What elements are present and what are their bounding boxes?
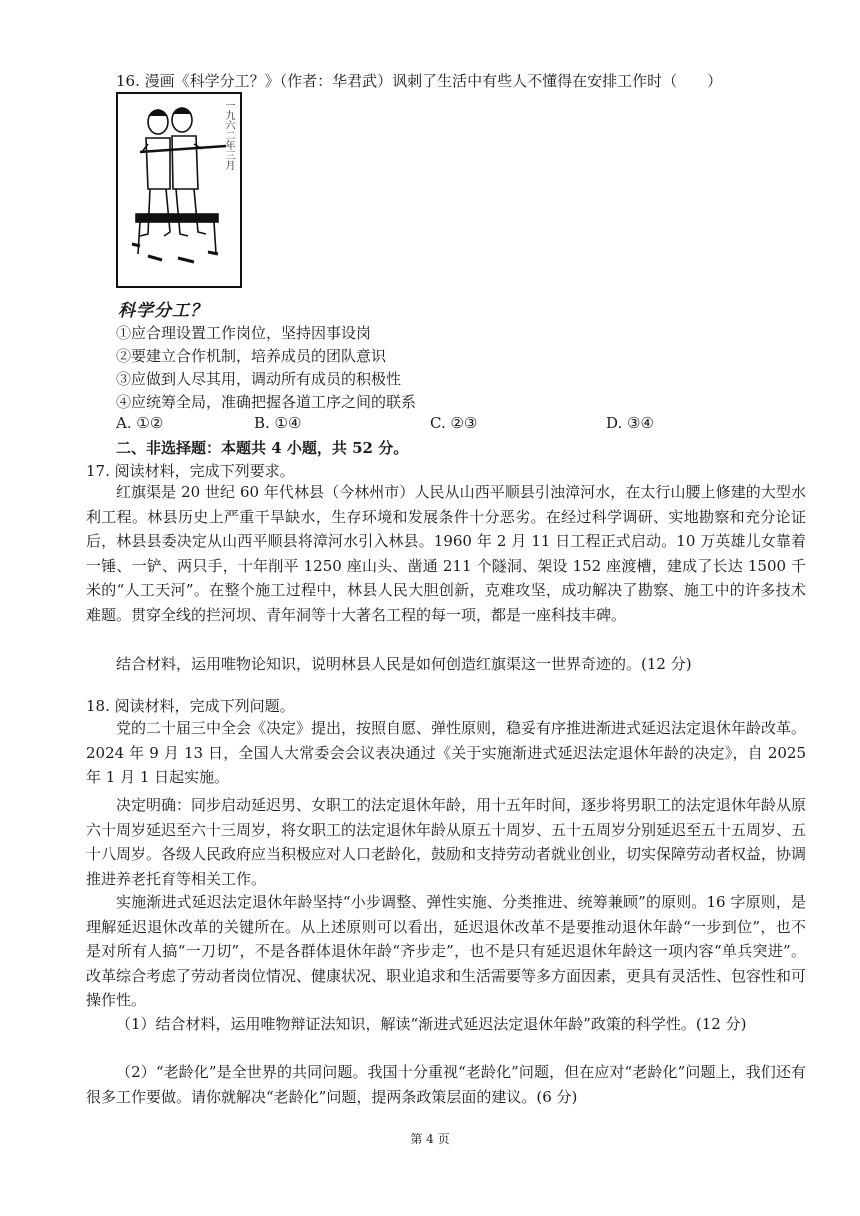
option-d: D. ③④ [606,414,654,432]
q18-subquestion-2: （2）“老龄化”是全世界的共同问题。我国十分重视“老龄化”问题，但在应对“老龄化”问题上，我们还有很多工作要做。请你就解决“老龄化”问题，提两条政策层面的建议。(6 分) [86,1063,806,1106]
q18-subquestion-1: （1）结合材料，运用唯物辩证法知识，解读“渐进式延迟法定退休年龄”政策的科学性。(12 分) [116,1015,747,1033]
q17-material: 红旗渠是 20 世纪 60 年代林县（今林州市）人民从山西平顺县引浊漳河水，在太行山腰上修建的大型水利工程。林县历史上严重干旱缺水，生存环境和发展条件十分恶劣。在经过科学调研、实地勘察和充分论证后，林县县委决定从山西平顺县将漳河水引入林县。1960 年 2 月 11 日工程正式启动。10 万英雄儿女靠着一锤、一铲、两只手，十年削平 1250 座山头、凿通 211 个隧洞、架设 152 座渡槽，建成了长达 1500 千米的“人工天河”。在整个施工过程中，林县人民大胆创新，克难攻坚，成功解决了勘察、施工中的许多技术难题。贯穿全线的拦河坝、青年洞等十大著名工程的每一项，都是一座科技丰碑。 [86,483,806,624]
cartoon-drawing [118,94,239,285]
cartoon-caption: 科学分工？ [118,301,208,321]
q18-paragraph-1: 党的二十届三中全会《决定》提出，按照自愿、弹性原则，稳妥有序推进渐进式延迟法定退休年龄改革。2024 年 9 月 13 日，全国人大常委会会议表决通过《关于实施渐进式延迟法定退休年龄的决定》，自 2025 年 1 月 1 日起实施。 [86,719,807,787]
cartoon-date: 一九六二年三月 [223,100,234,170]
q16-stem: 16. 漫画《科学分工？》（作者：华君武）讽刺了生活中有些人不懂得在安排工作时（ ） [116,72,723,90]
page-number: 第 4 页 [410,1132,450,1146]
q17-title: 17. 阅读材料，完成下列要求。 [86,462,295,480]
statement-4: ④应统筹全局，准确把握各道工序之间的联系 [116,393,417,411]
option-a: A. ①② [116,414,164,432]
q18-paragraph-2: 决定明确：同步启动延迟男、女职工的法定退休年龄，用十五年时间，逐步将男职工的法定退休年龄从原六十周岁延迟至六十三周岁，将女职工的法定退休年龄从原五十周岁、五十五周岁分别延迟至五十五周岁、五十八周岁。各级人民政府应当积极应对人口老龄化，鼓励和支持劳动者就业创业，切实保障劳动者权益，协调推进养老托育等相关工作。 [86,796,807,888]
section-heading: 二、非选择题：本题共 4 小题，共 52 分。 [116,439,409,457]
option-b: B. ①④ [254,414,302,432]
statement-1: ①应合理设置工作岗位，坚持因事设岗 [116,324,372,342]
cartoon-image [116,92,242,288]
statement-2: ②要建立合作机制，培养成员的团队意识 [116,347,387,365]
q18-title: 18. 阅读材料，完成下列问题。 [86,697,295,715]
option-c: C. ②③ [430,414,478,432]
q18-paragraph-3: 实施渐进式延迟法定退休年龄坚持“小步调整、弹性实施、分类推进、统筹兼顾”的原则。16 字原则，是理解延迟退休改革的关键所在。从上述原则可以看出，延迟退休改革不是要推动退休年龄“一步到位”，也不是对所有人搞“一刀切”，不是各群体退休年龄“齐步走”，也不是只有延迟退休年龄这一项内容“单兵突进”。改革综合考虑了劳动者岗位情况、健康状况、职业追求和生活需要等多方面因素，更具有灵活性、包容性和可操作性。 [86,893,807,1010]
q17-question: 结合材料，运用唯物论知识，说明林县人民是如何创造红旗渠这一世界奇迹的。(12 分) [116,655,692,673]
statement-3: ③应做到人尽其用，调动所有成员的积极性 [116,370,402,388]
